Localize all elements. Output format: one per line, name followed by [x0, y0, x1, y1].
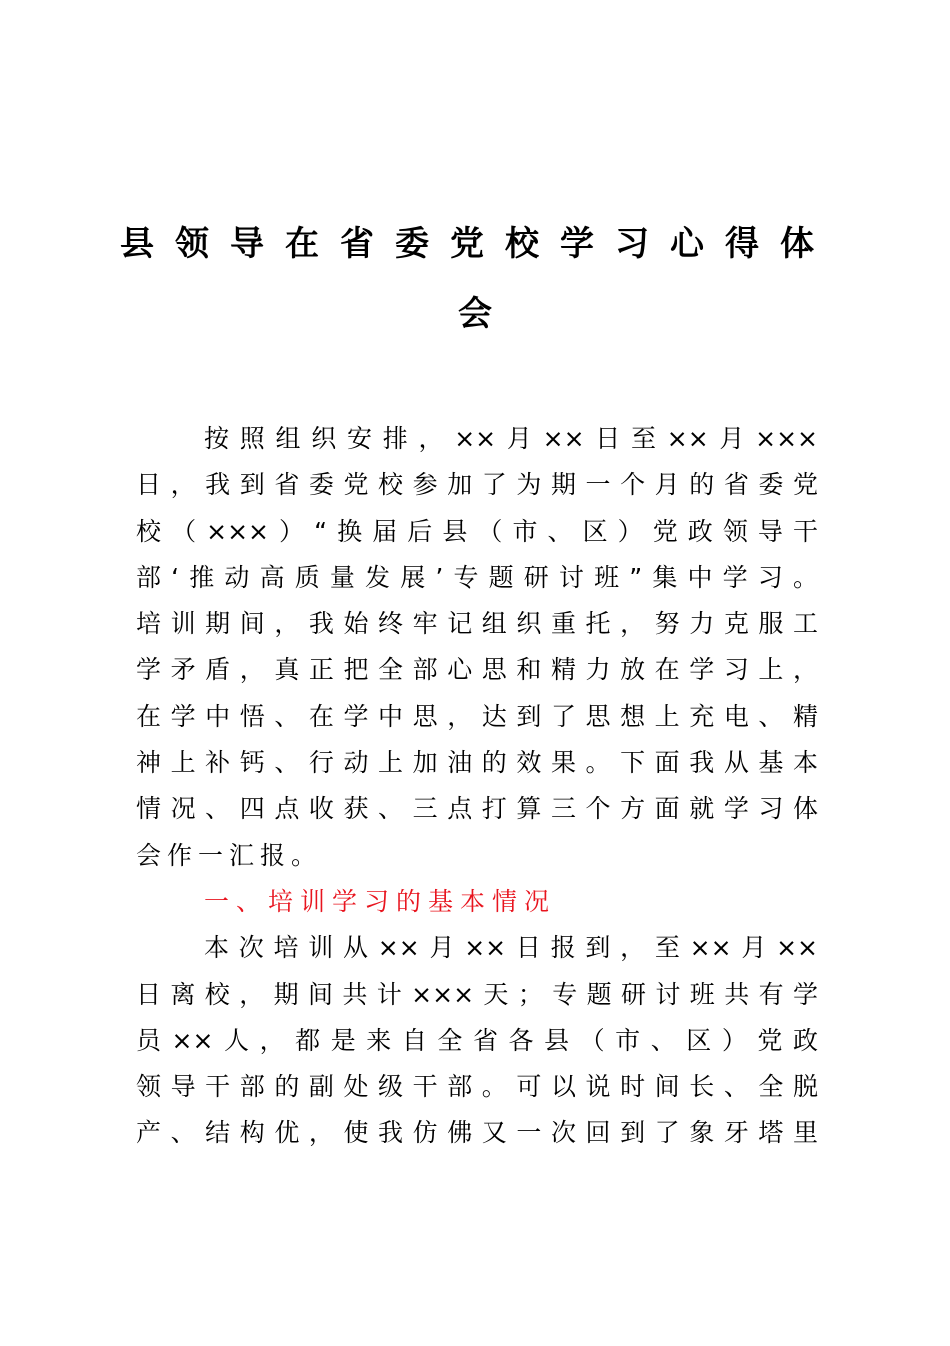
paragraph-line: 情况、四点收获、三点打算三个方面就学习体: [136, 794, 818, 824]
paragraph-line: 学矛盾，真正把全部心思和精力放在学习上，: [136, 655, 818, 685]
paragraph-line: 校（×××）“换届后县（市、区）党政领导干: [136, 516, 818, 546]
paragraph-line: 按照组织安排，××月××日至××月×××: [204, 424, 818, 453]
paragraph-line: 本次培训从××月××日报到，至××月××: [204, 933, 818, 963]
paragraph-line: 会作一汇报。: [136, 840, 323, 870]
paragraph-line: 日，我到省委党校参加了为期一个月的省委党: [136, 470, 818, 500]
paragraph-1: [136, 416, 818, 879]
paragraph-line: 产、结构优，使我仿佛又一次回到了象牙塔里: [136, 1118, 818, 1148]
paragraph-line: 神上补钙、行动上加油的效果。下面我从基本: [136, 748, 818, 778]
paragraph-2: [136, 925, 818, 1156]
document-body: [136, 416, 818, 1157]
paragraph-line: 员××人，都是来自全省各县（市、区）党政: [136, 1025, 818, 1055]
paragraph-line: 培训期间，我始终牢记组织重托，努力克服工: [136, 609, 818, 639]
section-heading-1: 一、培训学习的基本情况: [204, 886, 557, 916]
paragraph-line: 部‘推动高质量发展’专题研讨班”集中学习。: [136, 562, 818, 592]
document-title-line-2: 会: [458, 294, 492, 334]
paragraph-line: 在学中悟、在学中思，达到了思想上充电、精: [136, 701, 818, 731]
paragraph-line: 领导干部的副处级干部。可以说时间长、全脱: [136, 1072, 818, 1102]
paragraph-line: 日离校，期间共计×××天；专题研讨班共有学: [136, 979, 818, 1009]
document-title-line-1: 县领导在省委党校学习心得体: [120, 224, 835, 264]
